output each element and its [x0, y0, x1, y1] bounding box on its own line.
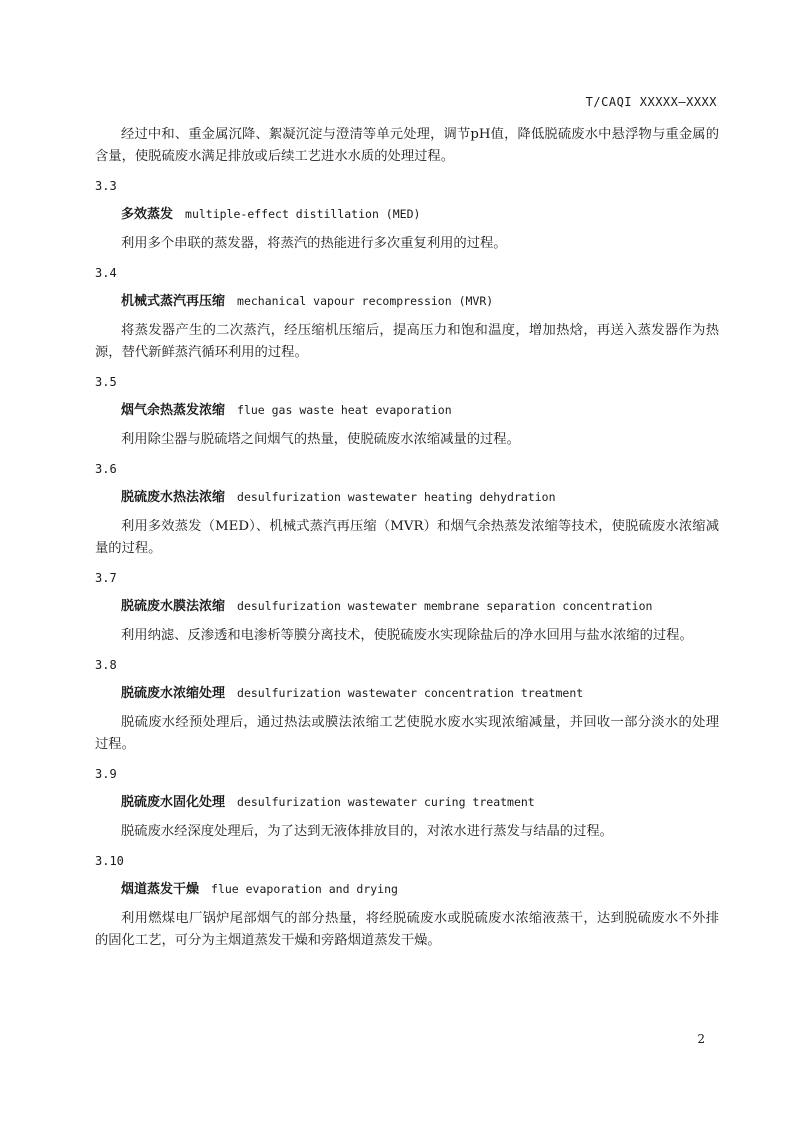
term-definition: 脱硫废水经预处理后，通过热法或膜法浓缩工艺使脱水废水实现浓缩减量，并回收一部分淡水的处理过程。 — [95, 715, 719, 752]
term-english: flue evaporation and drying — [211, 882, 398, 896]
term-entry — [95, 459, 719, 560]
term-entry — [95, 372, 719, 451]
term-heading — [121, 291, 719, 312]
term-entry — [95, 263, 719, 364]
term-number: 3.4 — [95, 266, 117, 280]
term-number: 3.8 — [95, 658, 117, 672]
term-entries — [95, 176, 719, 952]
standard-code-header: T/CAQI XXXXX—XXXX — [585, 95, 717, 109]
term-entry — [95, 568, 719, 647]
term-entry — [95, 176, 719, 255]
term-chinese: 脱硫废水热法浓缩 — [121, 490, 226, 505]
intro-paragraph: 经过中和、重金属沉降、絮凝沉淀与澄清等单元处理，调节pH值，降低脱硫废水中悬浮物与重金属的含量，使脱硫废水满足排放或后续工艺进水水质的处理过程。 — [95, 127, 719, 164]
term-definition: 利用多效蒸发（MED）、机械式蒸汽再压缩（MVR）和烟气余热蒸发浓缩等技术，使脱硫废水浓缩减量的过程。 — [95, 519, 719, 556]
term-definition: 利用除尘器与脱硫塔之间烟气的热量，使脱硫废水浓缩减量的过程。 — [121, 432, 520, 447]
term-definition: 脱硫废水经深度处理后，为了达到无液体排放目的，对浓水进行蒸发与结晶的过程。 — [121, 824, 613, 839]
term-definition: 利用燃煤电厂锅炉尾部烟气的部分热量，将经脱硫废水或脱硫废水浓缩液蒸干，达到脱硫废水不外排的固化工艺，可分为主烟道蒸发干燥和旁路烟道蒸发干燥。 — [95, 911, 719, 948]
term-heading — [121, 879, 719, 900]
term-chinese: 多效蒸发 — [121, 207, 174, 222]
term-english: flue gas waste heat evaporation — [237, 403, 452, 417]
page-number: 2 — [697, 1032, 705, 1046]
term-chinese: 烟道蒸发干燥 — [121, 882, 200, 897]
term-chinese: 烟气余热蒸发浓缩 — [121, 403, 226, 418]
term-chinese: 脱硫废水固化处理 — [121, 795, 226, 810]
term-entry — [95, 764, 719, 843]
term-chinese: 脱硫废水膜法浓缩 — [121, 599, 226, 614]
term-entry — [95, 851, 719, 952]
term-definition: 将蒸发器产生的二次蒸汽，经压缩机压缩后，提高压力和饱和温度，增加热焓，再送入蒸发器作为热源，替代新鲜蒸汽循环利用的过程。 — [95, 323, 719, 360]
term-heading — [121, 487, 719, 508]
term-heading — [121, 683, 719, 704]
term-number: 3.6 — [95, 462, 117, 476]
term-number: 3.9 — [95, 767, 117, 781]
term-english: desulfurization wastewater heating dehydration — [237, 490, 556, 504]
term-english: multiple-effect distillation (MED) — [185, 207, 421, 221]
term-heading — [121, 204, 719, 225]
term-english: mechanical vapour recompression (MVR) — [237, 294, 494, 308]
term-heading — [121, 400, 719, 421]
term-english: desulfurization wastewater curing treatment — [237, 795, 535, 809]
term-chinese: 机械式蒸汽再压缩 — [121, 294, 226, 309]
term-heading — [121, 596, 719, 617]
term-english: desulfurization wastewater concentration treatment — [237, 686, 584, 700]
term-definition: 利用多个串联的蒸发器，将蒸汽的热能进行多次重复利用的过程。 — [121, 236, 507, 251]
term-chinese: 脱硫废水浓缩处理 — [121, 686, 226, 701]
term-english: desulfurization wastewater membrane separation concentration — [237, 599, 653, 613]
term-heading — [121, 792, 719, 813]
document-body — [95, 124, 719, 960]
term-number: 3.3 — [95, 179, 117, 193]
term-number: 3.10 — [95, 854, 124, 868]
term-number: 3.5 — [95, 375, 117, 389]
term-entry — [95, 655, 719, 756]
term-number: 3.7 — [95, 571, 117, 585]
term-definition: 利用纳滤、反渗透和电渗析等膜分离技术，使脱硫废水实现除盐后的净水回用与盐水浓缩的过程。 — [121, 628, 693, 643]
